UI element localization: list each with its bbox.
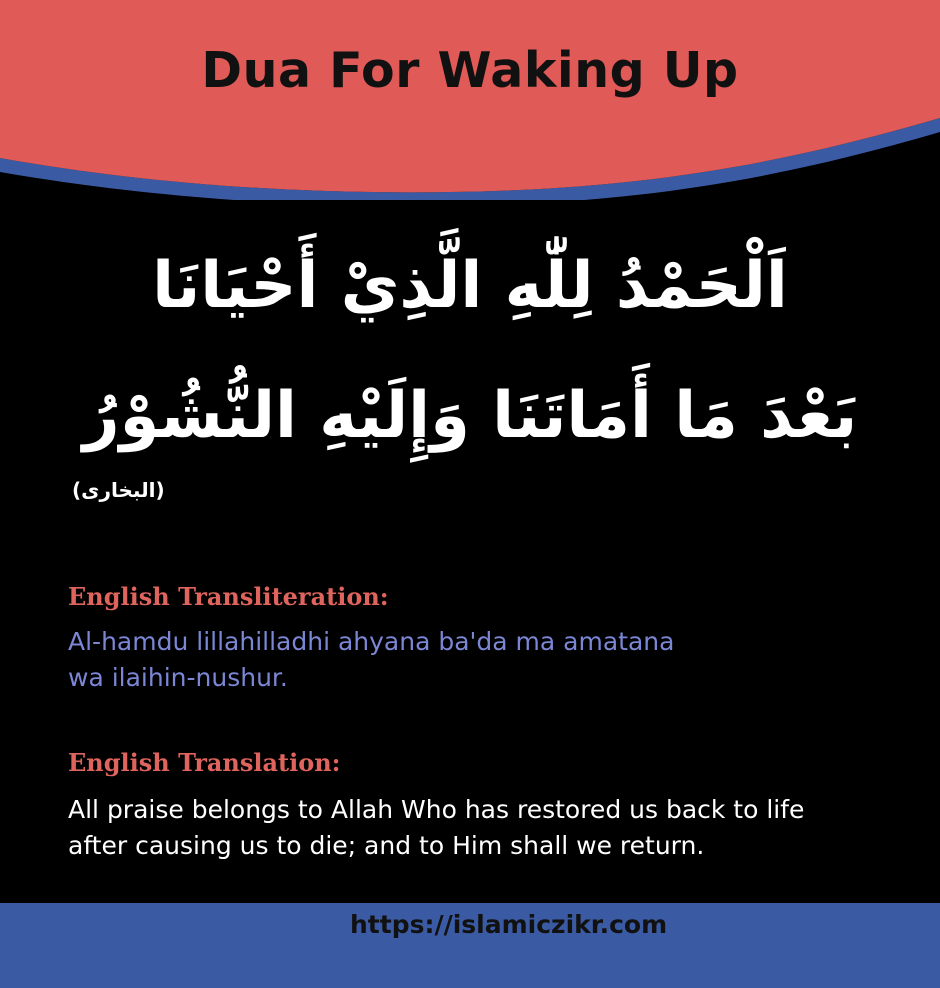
translation-line-2: after causing us to die; and to Him shall we return. bbox=[68, 831, 705, 860]
page-title: Dua For Waking Up bbox=[201, 42, 739, 99]
hadith-source: (البخاری) bbox=[72, 478, 165, 502]
website-link[interactable]: https://islamiczikr.com bbox=[350, 910, 668, 939]
translation-text bbox=[68, 792, 888, 864]
header-wave-banner bbox=[0, 0, 940, 200]
translation-label: English Translation: bbox=[68, 748, 341, 777]
dua-arabic-line-1: اَلْحَمْدُ لِلّٰهِ الَّذِيْ أَحْيَانَا bbox=[152, 249, 788, 323]
transliteration-text bbox=[68, 624, 888, 696]
transliteration-line-2: wa ilaihin-nushur. bbox=[68, 663, 288, 692]
translation-line-1: All praise belongs to Allah Who has restored us back to life bbox=[68, 795, 805, 824]
transliteration-line-1: Al-hamdu lillahilladhi ahyana ba'da ma amatana bbox=[68, 627, 675, 656]
transliteration-label: English Transliteration: bbox=[68, 582, 389, 611]
dua-arabic-line-2: بَعْدَ مَا أَمَاتَنَا وَإِلَيْهِ النُّشُوْرُ bbox=[82, 379, 858, 453]
